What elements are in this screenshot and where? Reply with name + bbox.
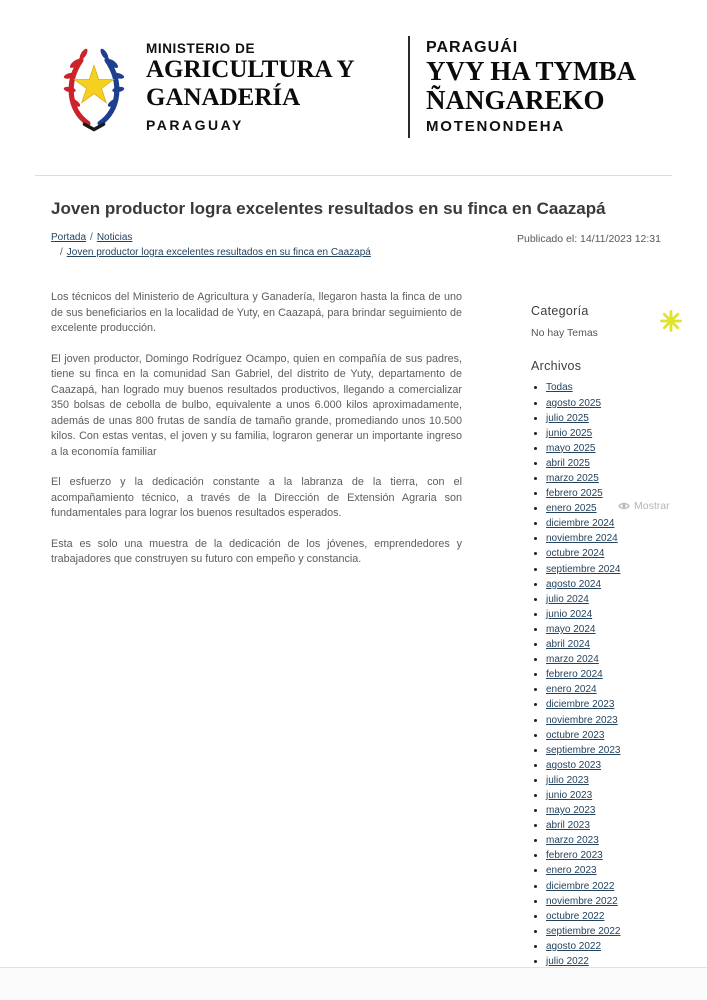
archive-list-item bbox=[546, 488, 661, 500]
brand-line-paraguay: PARAGUAY bbox=[146, 117, 244, 133]
archive-link[interactable]: marzo 2025 bbox=[546, 473, 599, 485]
archive-link[interactable]: julio 2025 bbox=[546, 412, 589, 424]
brand-line-nangareko: ÑANGAREKO bbox=[426, 85, 605, 115]
archive-list-item bbox=[546, 533, 661, 545]
brand-line-agricultura: AGRICULTURA Y bbox=[146, 56, 355, 83]
coat-of-arms-icon bbox=[55, 39, 133, 135]
breadcrumb-separator: / bbox=[90, 232, 93, 244]
archive-link[interactable]: enero 2024 bbox=[546, 684, 597, 696]
archive-list-item bbox=[546, 548, 661, 560]
brand-line-ganaderia: GANADERÍA bbox=[146, 84, 301, 111]
asterisk-icon bbox=[660, 310, 682, 332]
category-heading: Categoría bbox=[531, 304, 589, 319]
archive-list-item bbox=[546, 896, 661, 908]
archive-link[interactable]: junio 2025 bbox=[546, 427, 593, 439]
sidebar bbox=[531, 290, 661, 971]
archive-link[interactable]: octubre 2022 bbox=[546, 910, 605, 922]
archive-link[interactable]: febrero 2023 bbox=[546, 850, 603, 862]
archive-link[interactable]: julio 2022 bbox=[546, 956, 589, 968]
archive-link[interactable]: septiembre 2024 bbox=[546, 563, 621, 575]
archive-link[interactable]: noviembre 2024 bbox=[546, 533, 618, 545]
site-header bbox=[0, 0, 707, 138]
archive-link[interactable]: mayo 2025 bbox=[546, 442, 596, 454]
article-body bbox=[51, 290, 462, 971]
breadcrumb-line-2 bbox=[51, 247, 371, 258]
archive-link[interactable]: octubre 2024 bbox=[546, 548, 605, 560]
archive-link[interactable]: Todas bbox=[546, 382, 573, 394]
article-header bbox=[0, 176, 707, 260]
breadcrumb-home-link[interactable]: Portada bbox=[51, 232, 87, 244]
footer-strip bbox=[0, 967, 707, 1000]
category-empty-text: No hay Temas bbox=[531, 327, 598, 340]
archive-link[interactable]: agosto 2022 bbox=[546, 940, 602, 952]
page-title: Joven productor logra excelentes resultados en su finca en Caazapá bbox=[51, 199, 606, 218]
archive-link[interactable]: noviembre 2022 bbox=[546, 895, 618, 907]
archive-list-item bbox=[546, 775, 661, 787]
archive-list-item bbox=[546, 850, 661, 862]
eye-icon bbox=[618, 500, 630, 512]
archive-list-item bbox=[546, 398, 661, 410]
archive-list-item bbox=[546, 926, 661, 938]
archive-link[interactable]: marzo 2023 bbox=[546, 835, 599, 847]
header-vertical-divider bbox=[408, 36, 410, 138]
archive-link[interactable]: abril 2023 bbox=[546, 820, 590, 832]
archive-list-item bbox=[546, 730, 661, 742]
archive-list-item bbox=[546, 805, 661, 817]
archive-link[interactable]: diciembre 2024 bbox=[546, 518, 615, 530]
archive-link[interactable]: junio 2023 bbox=[546, 789, 593, 801]
archive-list-item bbox=[546, 669, 661, 681]
archive-link[interactable]: enero 2025 bbox=[546, 503, 597, 515]
accessibility-widget-button[interactable] bbox=[660, 310, 682, 332]
brand-line-motenondeha: MOTENONDEHA bbox=[426, 118, 565, 136]
archive-link[interactable]: agosto 2025 bbox=[546, 397, 602, 409]
article-meta-row bbox=[51, 231, 661, 260]
published-date: Publicado el: 14/11/2023 12:31 bbox=[516, 233, 661, 246]
archive-list-item bbox=[546, 911, 661, 923]
article-paragraph: Los técnicos del Ministerio de Agricultura y Ganadería, llegaron hasta la finca de uno de sus beneficiarios en la localidad de Yuty, en Caazapá, para brindar seguimiento de excelente producción. bbox=[51, 291, 462, 335]
archive-link[interactable]: agosto 2023 bbox=[546, 759, 602, 771]
paraguay-coat-of-arms-logo[interactable] bbox=[55, 39, 133, 135]
archive-link[interactable]: abril 2025 bbox=[546, 457, 590, 469]
archive-list-item bbox=[546, 865, 661, 877]
archive-link[interactable]: febrero 2024 bbox=[546, 669, 603, 681]
archive-link[interactable]: mayo 2024 bbox=[546, 623, 596, 635]
archive-list-item bbox=[546, 518, 661, 530]
archive-list-item bbox=[546, 881, 661, 893]
archive-link[interactable]: julio 2023 bbox=[546, 774, 589, 786]
archive-list-item bbox=[546, 699, 661, 711]
archive-list-item bbox=[546, 715, 661, 727]
archive-link[interactable]: octubre 2023 bbox=[546, 729, 605, 741]
article-paragraph: El esfuerzo y la dedicación constante a la labranza de la tierra, con el acompañamiento técnico, a través de la Dirección de Extensión Agraria son fundamentales para lograr los buenos resultados esperados. bbox=[51, 476, 462, 520]
archive-link[interactable]: junio 2024 bbox=[546, 608, 593, 620]
brand-spanish bbox=[146, 41, 398, 133]
article-paragraph: Esta es solo una muestra de la dedicación de los jóvenes, emprendedores y trabajadores que construyen su futuro con empeño y constancia. bbox=[51, 537, 462, 566]
archive-list-item bbox=[546, 654, 661, 666]
archive-list-item bbox=[546, 443, 661, 455]
archive-link[interactable]: septiembre 2023 bbox=[546, 744, 621, 756]
archive-list-item bbox=[546, 609, 661, 621]
brand-guarani bbox=[426, 39, 636, 135]
breadcrumb-line-1 bbox=[51, 232, 132, 243]
archive-list-item bbox=[546, 458, 661, 470]
archive-link[interactable]: febrero 2025 bbox=[546, 488, 603, 500]
content-area bbox=[0, 290, 707, 971]
archive-link[interactable]: enero 2023 bbox=[546, 865, 597, 877]
archive-list-item bbox=[546, 382, 661, 394]
archive-link[interactable]: agosto 2024 bbox=[546, 578, 602, 590]
archive-list-item bbox=[546, 820, 661, 832]
mostrar-label: Mostrar bbox=[634, 500, 670, 512]
breadcrumb-current-link[interactable]: Joven productor logra excelentes resultados en su finca en Caazapá bbox=[66, 246, 371, 258]
archive-list-item bbox=[546, 745, 661, 757]
archive-list-item bbox=[546, 594, 661, 606]
archive-list-item bbox=[546, 790, 661, 802]
archive-link[interactable]: abril 2024 bbox=[546, 639, 590, 651]
brand-line-yvy: YVY HA TYMBA bbox=[426, 55, 637, 86]
brand-line-paraguai: PARAGUÁI bbox=[426, 38, 519, 56]
archive-list-item bbox=[546, 941, 661, 953]
brand-line-ministerio: MINISTERIO DE bbox=[146, 41, 256, 56]
archive-list-item bbox=[546, 835, 661, 847]
archive-link[interactable]: septiembre 2022 bbox=[546, 925, 621, 937]
breadcrumb bbox=[51, 231, 371, 260]
archive-list-item bbox=[546, 579, 661, 591]
archive-list-item bbox=[546, 624, 661, 636]
archives-heading: Archivos bbox=[531, 359, 582, 374]
archive-list-item bbox=[546, 684, 661, 696]
archive-list-item bbox=[546, 428, 661, 440]
archive-link[interactable]: julio 2024 bbox=[546, 593, 589, 605]
archive-link[interactable]: noviembre 2023 bbox=[546, 714, 618, 726]
breadcrumb-separator-2: / bbox=[60, 246, 63, 258]
breadcrumb-section-link[interactable]: Noticias bbox=[96, 232, 133, 244]
archive-list bbox=[531, 382, 661, 968]
mostrar-tooltip[interactable] bbox=[618, 500, 670, 512]
archive-list-item bbox=[546, 639, 661, 651]
archive-list-item bbox=[546, 564, 661, 576]
archive-list-item bbox=[546, 413, 661, 425]
archive-list-item bbox=[546, 760, 661, 772]
archive-list-item bbox=[546, 473, 661, 485]
archive-link[interactable]: marzo 2024 bbox=[546, 654, 599, 666]
article-paragraph: El joven productor, Domingo Rodríguez Ocampo, quien en compañía de sus padres, tiene su finca en la comunidad San Gabriel, del distrito de Yuty, departamento de Caazapá, han logrado muy buenos resultados productivos, llegando a comercializar 350 bolsas de cebolla de bulbo, equivalente a unos 6.000 kilos aproximadamente, además de unas 800 frutas de sandía de tamaño grande, promediando unos 10.500 kilos. Con estas ventas, el joven y su familia, lograron generar un importante ingreso a la economía familiar bbox=[51, 352, 462, 458]
archive-link[interactable]: mayo 2023 bbox=[546, 805, 596, 817]
archive-link[interactable]: diciembre 2022 bbox=[546, 880, 615, 892]
archive-link[interactable]: diciembre 2023 bbox=[546, 699, 615, 711]
